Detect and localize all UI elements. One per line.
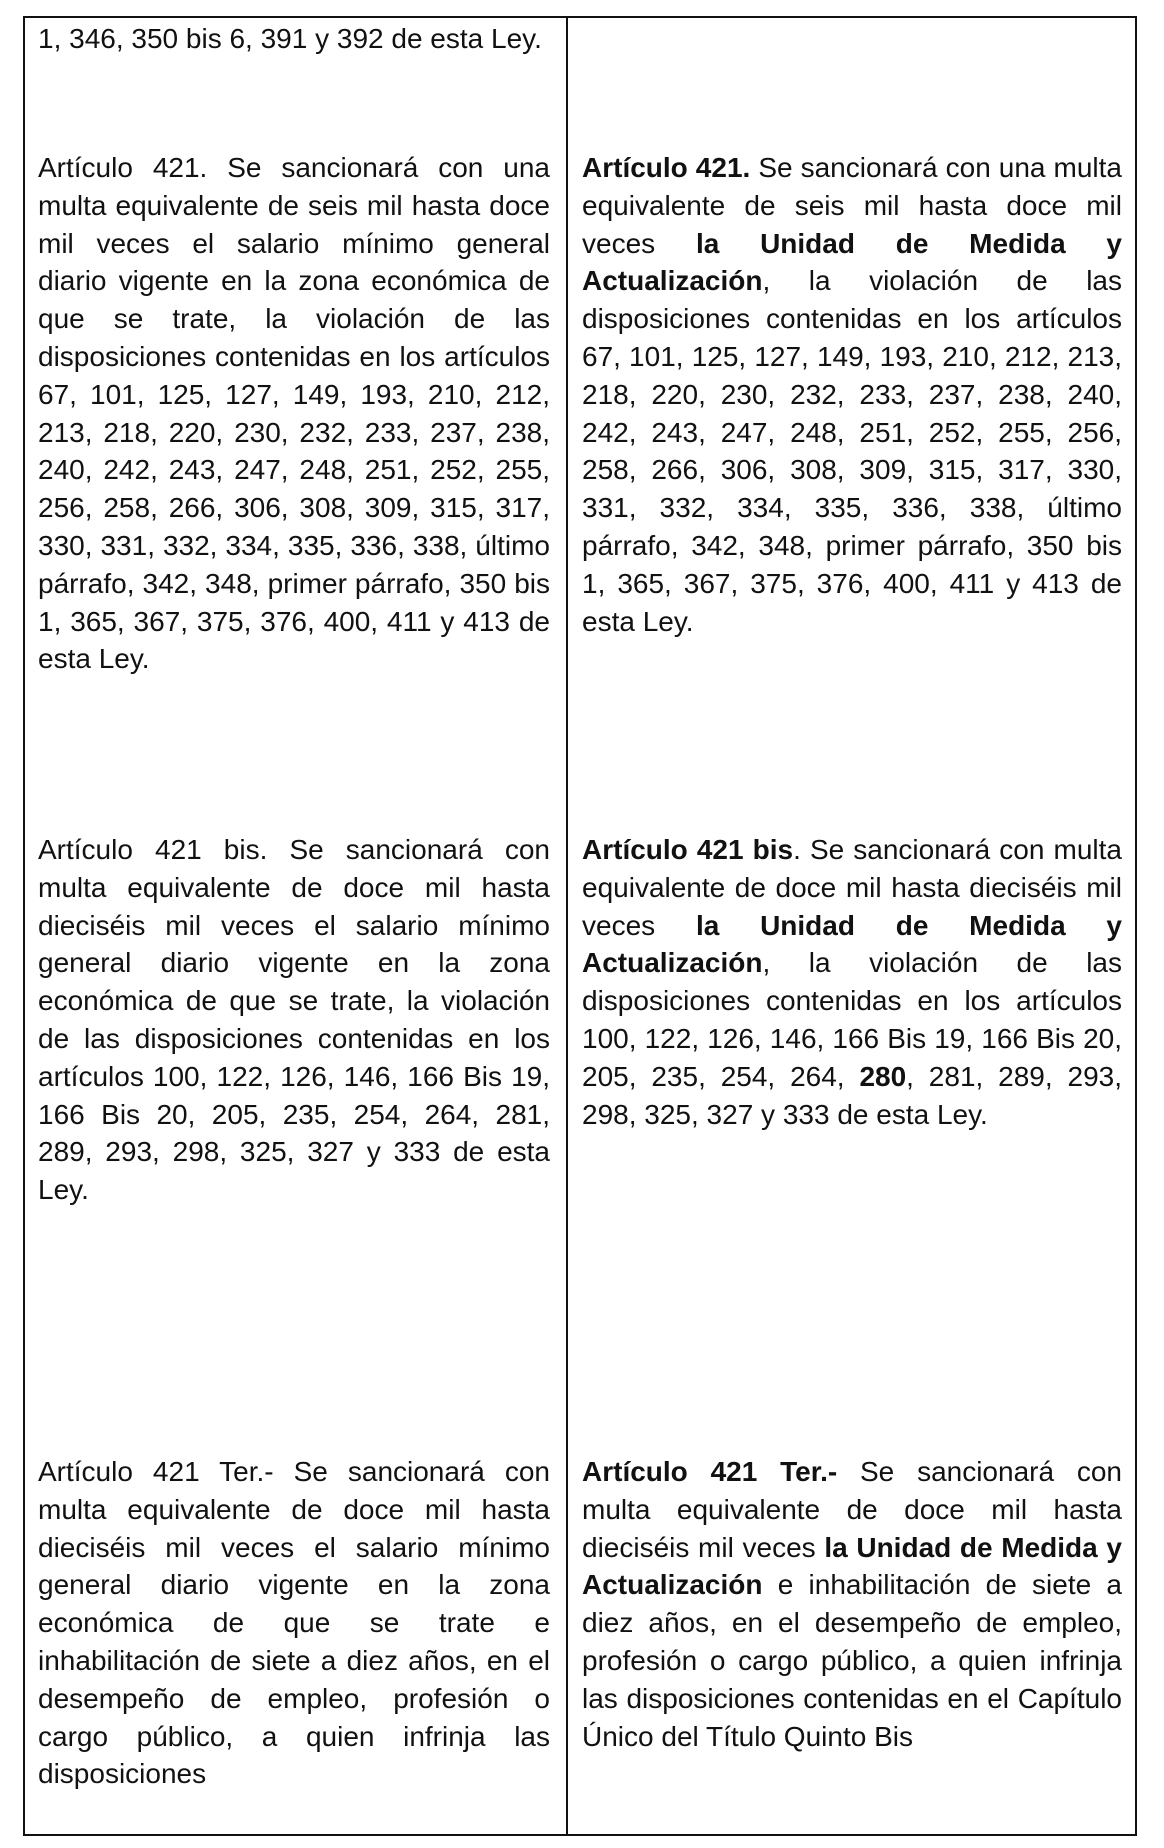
highlighted-text: 280 (859, 1060, 907, 1092)
comparison-table (23, 16, 1137, 1836)
article-text: . Se sancionará con multa equivalente de doce mil hasta dieciséis mil veces (582, 834, 1122, 941)
left-cell-continuation: 1, 346, 350 bis 6, 391 y 392 de esta Ley. (38, 23, 542, 54)
right-cell-articulo-421 (582, 149, 1122, 640)
highlighted-text: la Unidad de Medida y Actualización (582, 909, 1122, 979)
right-cell-articulo-421-ter (582, 1453, 1122, 1755)
article-text: , la violación de las disposiciones contenidas en los artículos 67, 101, 125, 127, 149, 193, 210, 212, 213, 218, 220, 230, 232, 233, 237, 238, 240, 242, 243, 247, 248, 251, 252, 255, 256, 258, 266, 306, 308, 309, 315, 317, 330, 331, 332, 334, 335, 336, 338, último párrafo, 342, 348, primer párrafo, 350 bis 1, 365, 367, 375, 376, 400, 411 y 413 de esta Ley. (582, 265, 1122, 637)
column-divider (566, 18, 568, 1834)
article-text: Se sancionará con una multa equivalente de seis mil hasta doce mil veces (582, 152, 1123, 259)
article-text: , 281, 289, 293, 298, 325, 327 y 333 de esta Ley. (582, 1060, 1123, 1130)
article-heading: Artículo 421. (582, 152, 751, 183)
article-text: Se sancionará con multa equivalente de doce mil hasta dieciséis mil veces (582, 1456, 1122, 1563)
left-cell-articulo-421-bis: Artículo 421 bis. Se sancionará con multa equivalente de doce mil hasta dieciséis mil veces el salario mínimo general diario vigente en la zona económica de que se trate, la violación de las disposiciones contenidas en los artículos 100, 122, 126, 146, 166 Bis 19, 166 Bis 20, 205, 235, 254, 264, 281, 289, 293, 298, 325, 327 y 333 de esta Ley. (38, 834, 550, 1206)
highlighted-text: la Unidad de Medida y Actualización (582, 1531, 1122, 1601)
article-heading: Artículo 421 bis (582, 834, 794, 865)
article-text: e inhabilitación de siete a diez años, en el desempeño de empleo, profesión o cargo público, a quien infrinja las disposiciones contenidas en el Capítulo Único del Título Quinto Bis (582, 1569, 1122, 1752)
highlighted-text: la Unidad de Medida y Actualización (582, 227, 1122, 297)
left-cell-articulo-421: Artículo 421. Se sancionará con una multa equivalente de seis mil hasta doce mil veces el salario mínimo general diario vigente en la zona económica de que se trate, la violación de las disposiciones contenidas en los artículos 67, 101, 125, 127, 149, 193, 210, 212, 213, 218, 220, 230, 232, 233, 237, 238, 240, 242, 243, 247, 248, 251, 252, 255, 256, 258, 266, 306, 308, 309, 315, 317, 330, 331, 332, 334, 335, 336, 338, último párrafo, 342, 348, primer párrafo, 350 bis 1, 365, 367, 375, 376, 400, 411 y 413 de esta Ley. (38, 152, 550, 675)
article-text: , la violación de las disposiciones contenidas en los artículos 100, 122, 126, 146, 166 Bis 19, 166 Bis 20, 205, 235, 254, 264, (582, 947, 1122, 1092)
left-cell-articulo-421-ter: Artículo 421 Ter.- Se sancionará con multa equivalente de doce mil hasta dieciséis mil veces el salario mínimo general diario vigente en la zona económica de que se trate e inhabilitación de siete a diez años, en el desempeño de empleo, profesión o cargo público, a quien infrinja las disposiciones (38, 1456, 550, 1790)
right-cell-articulo-421-bis (582, 831, 1122, 1133)
article-heading: Artículo 421 Ter.- (582, 1456, 838, 1487)
